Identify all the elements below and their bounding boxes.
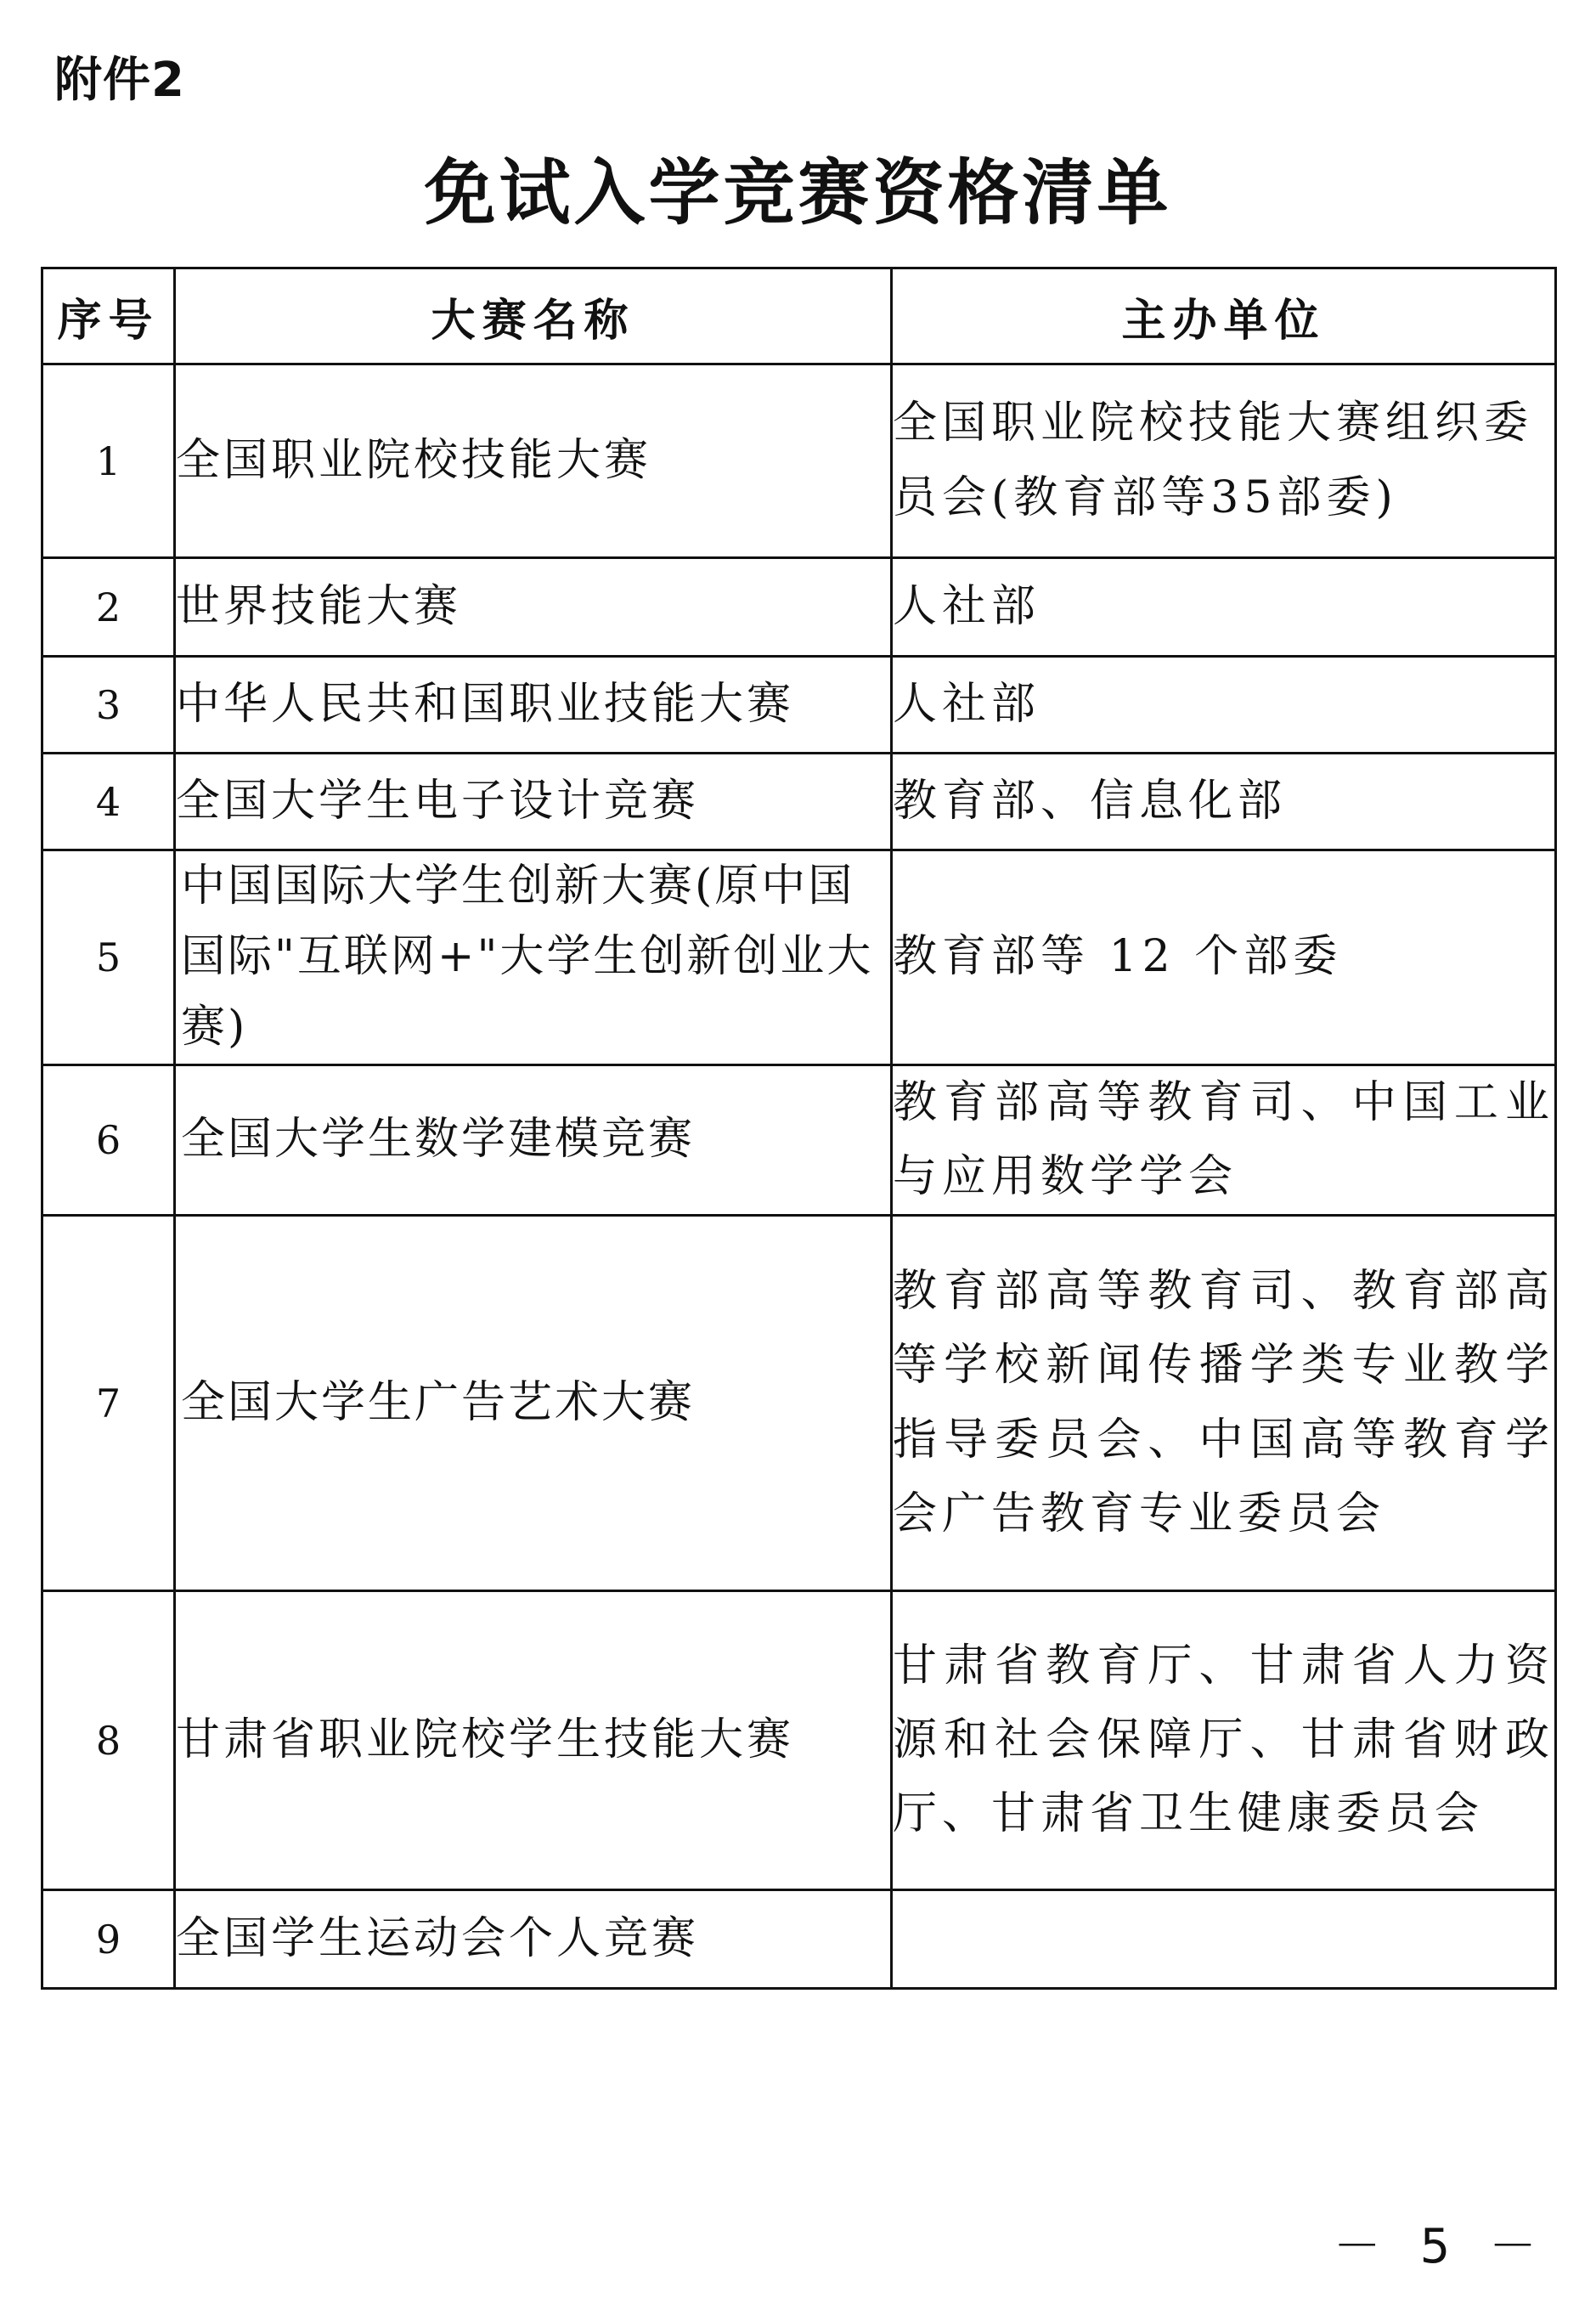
row-index: 5	[42, 850, 175, 1065]
qualification-table	[41, 267, 1557, 1990]
organizer	[892, 1890, 1556, 1989]
competition-name: 全国大学生数学建模竞赛	[175, 1064, 892, 1216]
organizer: 人社部	[892, 558, 1556, 657]
competition-name: 全国大学生电子设计竞赛	[175, 754, 892, 850]
row-index: 2	[42, 558, 175, 657]
organizer: 人社部	[892, 657, 1556, 754]
competition-name: 全国学生运动会个人竞赛	[175, 1890, 892, 1989]
row-index: 7	[42, 1216, 175, 1591]
row-index: 6	[42, 1064, 175, 1216]
organizer: 全国职业院校技能大赛组织委员会(教育部等35部委)	[892, 364, 1556, 558]
organizer: 教育部高等教育司、教育部高等学校新闻传播学类专业教学指导委员会、中国高等教育学会广告教育专业委员会	[892, 1216, 1556, 1591]
row-index: 8	[42, 1591, 175, 1890]
table-row	[42, 1064, 1556, 1216]
competition-name: 中国国际大学生创新大赛(原中国国际"互联网+"大学生创新创业大赛)	[175, 850, 892, 1065]
table-row	[42, 657, 1556, 754]
row-index: 4	[42, 754, 175, 850]
table-row	[42, 1890, 1556, 1989]
table-row	[42, 1591, 1556, 1890]
organizer: 甘肃省教育厅、甘肃省人力资源和社会保障厅、甘肃省财政厅、甘肃省卫生健康委员会	[892, 1591, 1556, 1890]
competition-name: 世界技能大赛	[175, 558, 892, 657]
row-index: 3	[42, 657, 175, 754]
competition-name: 全国职业院校技能大赛	[175, 364, 892, 558]
page-number: － 5 －	[1333, 2219, 1548, 2274]
header-index: 序号	[42, 268, 175, 364]
organizer: 教育部高等教育司、中国工业与应用数学学会	[892, 1064, 1556, 1216]
organizer: 教育部、信息化部	[892, 754, 1556, 850]
table-row	[42, 364, 1556, 558]
table-row	[42, 754, 1556, 850]
table-row	[42, 558, 1556, 657]
table-row	[42, 850, 1556, 1065]
header-organizer: 主办单位	[892, 268, 1556, 364]
competition-name: 全国大学生广告艺术大赛	[175, 1216, 892, 1591]
table-row	[42, 1216, 1556, 1591]
organizer: 教育部等 12 个部委	[892, 850, 1556, 1065]
row-index: 9	[42, 1890, 175, 1989]
document-title: 免试入学竞赛资格清单	[424, 151, 1172, 234]
competition-name: 甘肃省职业院校学生技能大赛	[175, 1591, 892, 1890]
competition-name: 中华人民共和国职业技能大赛	[175, 657, 892, 754]
attachment-label: 附件2	[54, 53, 185, 108]
header-competition-name: 大赛名称	[175, 268, 892, 364]
table-header-row	[42, 268, 1556, 364]
row-index: 1	[42, 364, 175, 558]
